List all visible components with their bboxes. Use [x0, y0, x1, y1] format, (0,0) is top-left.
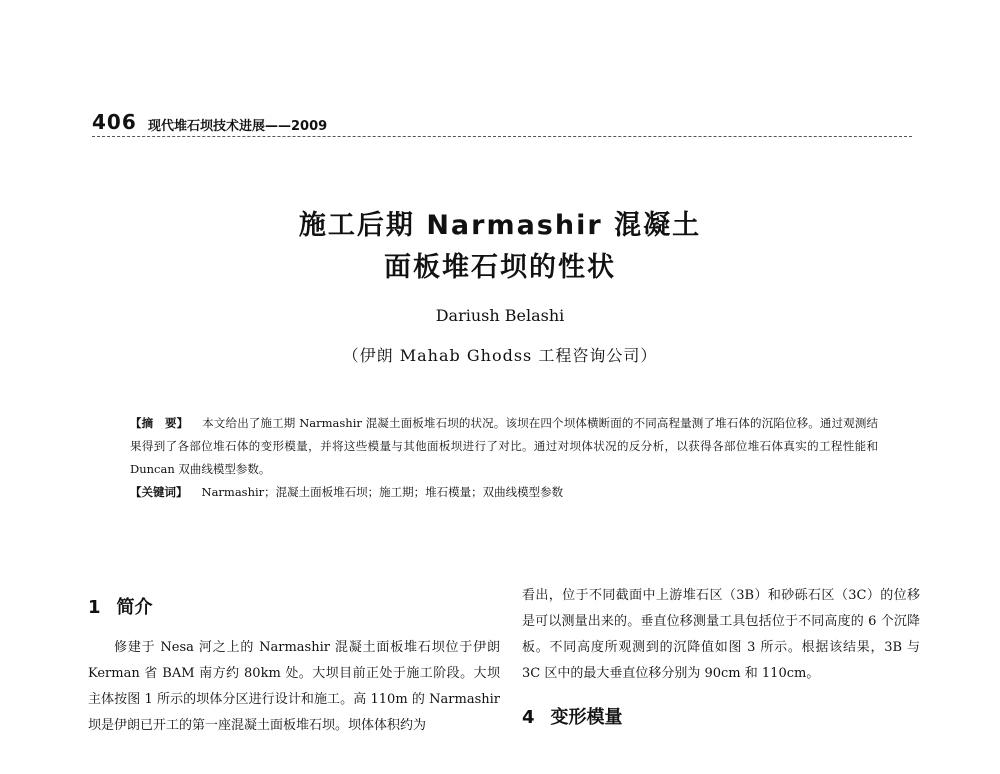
paper-title-line-2: 面板堆石坝的性状 — [384, 252, 616, 283]
left-column — [88, 595, 500, 739]
section-1-title: 简介 — [116, 597, 153, 618]
page-number: 406 — [92, 110, 137, 134]
abstract-block — [130, 412, 878, 504]
keywords-text: Narmashir；混凝土面板堆石坝；施工期；堆石模量；双曲线模型参数 — [201, 485, 564, 499]
abstract-paragraph — [130, 412, 878, 481]
section-4-number: 4 — [522, 707, 535, 728]
abstract-label: 【摘 要】 — [130, 416, 189, 430]
section-1-number: 1 — [88, 597, 101, 618]
affiliation: （伊朗 Mahab Ghodss 工程咨询公司） — [342, 346, 658, 365]
running-header — [92, 110, 912, 137]
section-4-heading — [522, 705, 920, 731]
right-column-body: 看出，位于不同截面中上游堆石区（3B）和砂砾石区（3C）的位移是可以测量出来的。垂直位移测量工具包括位于不同高度的 6 个沉降板。不同高度所观测到的沉降值如图 3 所示。根据该结果，3B 与 3C 区中的最大垂直位移分别为 90cm 和 110cm。 — [522, 588, 920, 681]
section-1-body: 修建于 Nesa 河之上的 Narmashir 混凝土面板堆石坝位于伊朗 Kerman 省 BAM 南方约 80km 处。大坝目前正处于施工阶段。大坝主体按图 1 所示的坝体分区进行设计和施工。高 110m 的 Narmashir 坝是伊朗已开工的第一座混凝土面板堆石坝。坝体体积约为 — [88, 640, 500, 733]
abstract-text: 本文给出了施工期 Narmashir 混凝土面板堆石坝的状况。该坝在四个坝体横断面的不同高程量测了堆石体的沉陷位移。通过观测结果得到了各部位堆石体的变形模量，并将这些模量与其他面板坝进行了对比。通过对坝体状况的反分析，以获得各部位堆石体真实的工程性能和 Duncan 双曲线模型参数。 — [130, 416, 879, 476]
keywords-paragraph — [130, 481, 878, 504]
author: Dariush Belashi — [435, 306, 565, 325]
right-column — [522, 583, 920, 731]
section-1-heading — [88, 595, 500, 621]
paper-title-line-1: 施工后期 Narmashir 混凝土 — [298, 210, 702, 241]
journal-title: 现代堆石坝技术进展——2009 — [148, 119, 328, 134]
section-4-title: 变形模量 — [550, 707, 623, 728]
keywords-label: 【关键词】 — [130, 485, 188, 499]
